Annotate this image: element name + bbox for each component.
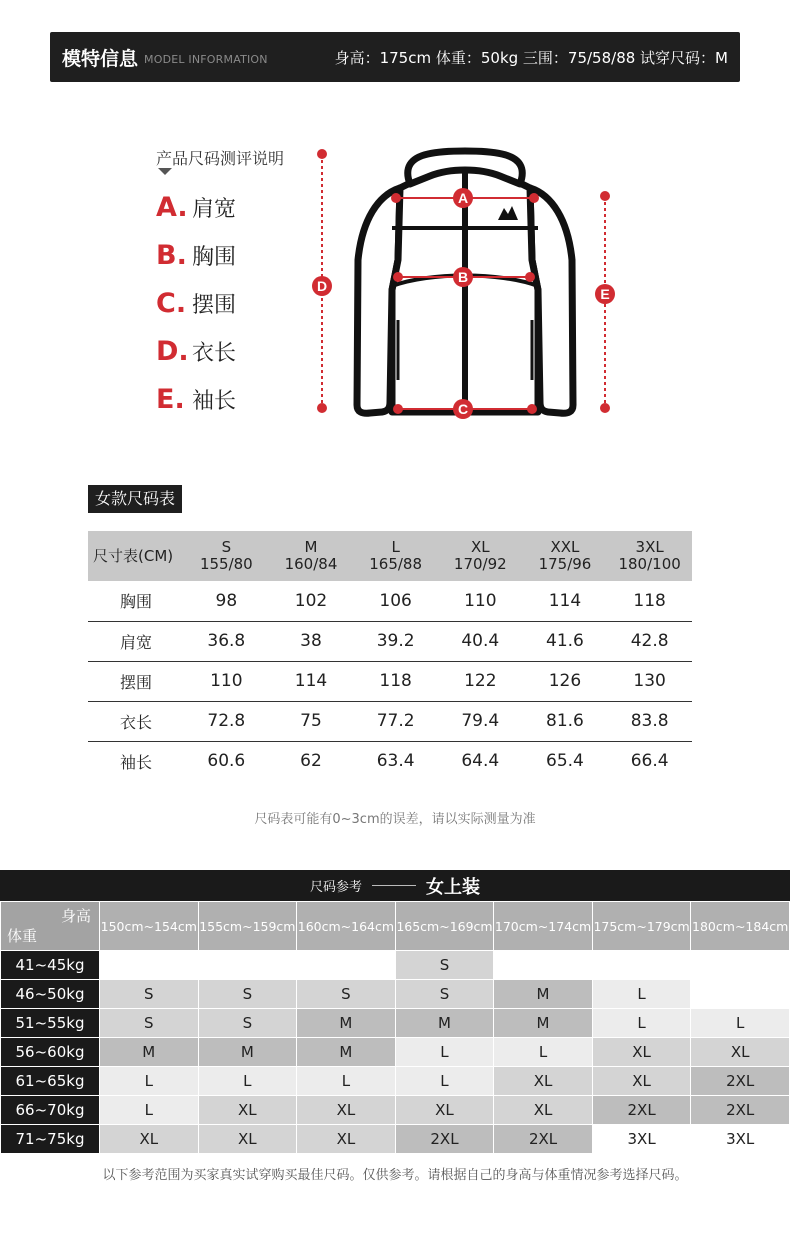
legend-label: 摆围 [192, 293, 237, 318]
reference-cell: S [198, 1009, 297, 1038]
height-column-header: 165cm~169cm [395, 902, 494, 951]
reference-cell: XL [494, 1067, 593, 1096]
reference-table-header [1, 902, 790, 951]
weight-row-label: 41~45kg [1, 951, 100, 980]
size-column-header [184, 531, 269, 581]
size-label: L [391, 538, 400, 556]
height-column-header: 160cm~164cm [297, 902, 396, 951]
reference-cell: M [297, 1009, 396, 1038]
reference-cell: L [395, 1038, 494, 1067]
reference-cell: XL [100, 1125, 199, 1154]
reference-cell [592, 951, 691, 980]
height-column-header: 180cm~184cm [691, 902, 790, 951]
reference-cell: XL [198, 1096, 297, 1125]
reference-cell: 2XL [494, 1125, 593, 1154]
legend-item-d [156, 336, 236, 367]
size-label: XXL [550, 538, 580, 556]
legend-label: 肩宽 [192, 197, 237, 222]
model-info-title: 模特信息 [62, 47, 139, 70]
size-row-label: 摆围 [88, 661, 184, 701]
size-table-corner: 尺寸表(CM) [88, 531, 184, 581]
size-cell: 114 [523, 581, 608, 621]
reference-cell: XL [297, 1125, 396, 1154]
size-label: S [221, 538, 232, 556]
reference-note: 以下参考范围为买家真实试穿购买最佳尺码。仅供参考。请根据自己的身高与体重情况参考选择尺码。 [102, 1168, 688, 1183]
corner-weight-label: 体重 [7, 927, 38, 945]
size-column-header [523, 531, 608, 581]
model-info-bar [50, 32, 740, 82]
reference-cell: XL [592, 1067, 691, 1096]
reference-row [1, 1067, 790, 1096]
size-table-note: 尺码表可能有0~3cm的误差，请以实际测量为准 [254, 812, 536, 827]
size-cell: 63.4 [376, 751, 415, 772]
jacket-diagram-icon [300, 140, 630, 430]
size-cell: 98 [184, 581, 269, 621]
reference-cell: L [198, 1067, 297, 1096]
reference-cell: S [395, 951, 494, 980]
size-table-row [88, 621, 692, 661]
corner-height-label: 身高 [60, 907, 91, 925]
size-cell: 106 [353, 581, 438, 621]
size-table-row [88, 701, 692, 741]
reference-cell: M [494, 1009, 593, 1038]
legend-item-e [156, 384, 236, 415]
height-column-header: 175cm~179cm [592, 902, 691, 951]
size-label: M [304, 538, 318, 556]
reference-row [1, 1038, 790, 1067]
size-cell: 79.4 [438, 701, 523, 741]
reference-cell: M [395, 1009, 494, 1038]
weight-row-label: 71~75kg [1, 1125, 100, 1154]
weight-row-label: 61~65kg [1, 1067, 100, 1096]
size-cell: 39.2 [353, 621, 438, 661]
legend-label: 袖长 [192, 389, 237, 414]
reference-cell: L [592, 980, 691, 1009]
size-cell: 42.8 [607, 621, 692, 661]
reference-cell: M [198, 1038, 297, 1067]
reference-row [1, 980, 790, 1009]
size-column-header [438, 531, 523, 581]
reference-cell [494, 951, 593, 980]
size-column-header [607, 531, 692, 581]
reference-header-big: 女上装 [426, 876, 480, 898]
marker-b: B [457, 269, 469, 285]
size-label: 3XL [635, 538, 664, 556]
weight-row-label: 51~55kg [1, 1009, 100, 1038]
reference-row [1, 1125, 790, 1154]
size-cell: 66.4 [630, 751, 669, 772]
reference-cell: L [592, 1009, 691, 1038]
marker-e: E [600, 286, 610, 302]
reference-cell: L [100, 1067, 199, 1096]
reference-cell: XL [592, 1038, 691, 1067]
reference-cell: 3XL [691, 1125, 790, 1154]
reference-cell: L [395, 1067, 494, 1096]
height-column-header: 170cm~174cm [494, 902, 593, 951]
size-spec: 155/80 [199, 555, 253, 573]
size-cell: 110 [438, 581, 523, 621]
size-table-row [88, 741, 692, 781]
reference-cell: 2XL [395, 1125, 494, 1154]
reference-cell [691, 951, 790, 980]
reference-corner [1, 902, 100, 951]
size-table [88, 531, 692, 781]
size-cell: 122 [438, 661, 523, 701]
legend-letter: D. [156, 336, 189, 367]
reference-cell: S [395, 980, 494, 1009]
reference-cell: 2XL [592, 1096, 691, 1125]
reference-cell: XL [297, 1096, 396, 1125]
model-info-subtitle: MODEL INFORMATION [144, 53, 268, 66]
legend-letter: B. [156, 240, 187, 271]
legend-item-a [156, 192, 236, 223]
reference-cell: M [494, 980, 593, 1009]
size-row-label: 衣长 [88, 701, 184, 741]
reference-cell: M [297, 1038, 396, 1067]
size-table-tag: 女款尺码表 [88, 485, 182, 513]
size-table-row [88, 661, 692, 701]
reference-cell: M [100, 1038, 199, 1067]
size-cell: 75 [269, 701, 354, 741]
reference-cell [297, 951, 396, 980]
size-row-label: 胸围 [88, 581, 184, 621]
legend-item-b [156, 240, 236, 271]
size-row-label: 袖长 [119, 752, 152, 772]
size-table-row [88, 581, 692, 621]
size-cell: 130 [607, 661, 692, 701]
reference-header-small: 尺码参考 [309, 880, 362, 895]
reference-cell [691, 980, 790, 1009]
reference-cell [198, 951, 297, 980]
size-cell: 114 [269, 661, 354, 701]
size-cell: 40.4 [438, 621, 523, 661]
reference-cell: XL [494, 1096, 593, 1125]
reference-cell: S [198, 980, 297, 1009]
height-column-header: 150cm~154cm [100, 902, 199, 951]
legend-label: 胸围 [192, 245, 237, 270]
reference-cell: 2XL [691, 1096, 790, 1125]
weight-row-label: 66~70kg [1, 1096, 100, 1125]
size-cell: 36.8 [184, 621, 269, 661]
size-table-header [88, 531, 692, 581]
size-cell: 83.8 [607, 701, 692, 741]
marker-a: A [457, 190, 469, 206]
reference-cell: L [297, 1067, 396, 1096]
legend-letter: A. [156, 192, 188, 223]
legend-letter: E. [156, 384, 185, 415]
reference-row [1, 1009, 790, 1038]
height-column-header: 155cm~159cm [198, 902, 297, 951]
model-stats: 身高：175cm 体重：50kg 三围：75/58/88 试穿尺码：M [334, 48, 728, 67]
size-cell: 62 [300, 751, 322, 772]
reference-cell: S [297, 980, 396, 1009]
size-cell: 77.2 [353, 701, 438, 741]
size-cell: 118 [353, 661, 438, 701]
weight-row-label: 46~50kg [1, 980, 100, 1009]
legend-label: 衣长 [192, 341, 237, 366]
reference-cell: 2XL [691, 1067, 790, 1096]
reference-cell: L [691, 1009, 790, 1038]
reference-row [1, 951, 790, 980]
reference-header [0, 870, 790, 901]
size-cell: 118 [607, 581, 692, 621]
reference-cell [100, 951, 199, 980]
size-cell: 110 [184, 661, 269, 701]
legend-letter: C. [156, 288, 187, 319]
reference-cell: 3XL [592, 1125, 691, 1154]
reference-cell: XL [198, 1125, 297, 1154]
reference-cell: L [100, 1096, 199, 1125]
marker-d: D [316, 278, 328, 294]
size-row-label: 肩宽 [88, 621, 184, 661]
size-cell: 81.6 [523, 701, 608, 741]
reference-cell: L [494, 1038, 593, 1067]
size-cell: 41.6 [523, 621, 608, 661]
size-spec: 165/88 [369, 555, 423, 573]
caret-down-icon [158, 168, 172, 175]
size-cell: 38 [269, 621, 354, 661]
size-spec: 170/92 [453, 555, 507, 573]
measure-guide-title: 产品尺码测评说明 [156, 149, 285, 168]
weight-row-label: 56~60kg [1, 1038, 100, 1067]
size-cell: 65.4 [546, 751, 584, 772]
reference-cell: S [100, 1009, 199, 1038]
reference-cell: XL [395, 1096, 494, 1125]
size-cell: 72.8 [184, 701, 269, 741]
size-column-header [269, 531, 354, 581]
size-spec: 160/84 [284, 555, 338, 573]
size-cell: 102 [269, 581, 354, 621]
reference-cell: S [100, 980, 199, 1009]
size-spec: 175/96 [538, 555, 592, 573]
size-column-header [353, 531, 438, 581]
marker-c: C [457, 401, 469, 417]
size-label: XL [470, 538, 490, 556]
header-divider [372, 885, 416, 886]
reference-cell: XL [691, 1038, 790, 1067]
size-spec: 180/100 [618, 555, 681, 573]
size-cell: 126 [523, 661, 608, 701]
reference-row [1, 1096, 790, 1125]
legend-item-c [156, 288, 236, 319]
size-cell: 64.4 [461, 751, 500, 772]
size-cell: 60.6 [207, 751, 246, 772]
reference-table [0, 901, 790, 1154]
